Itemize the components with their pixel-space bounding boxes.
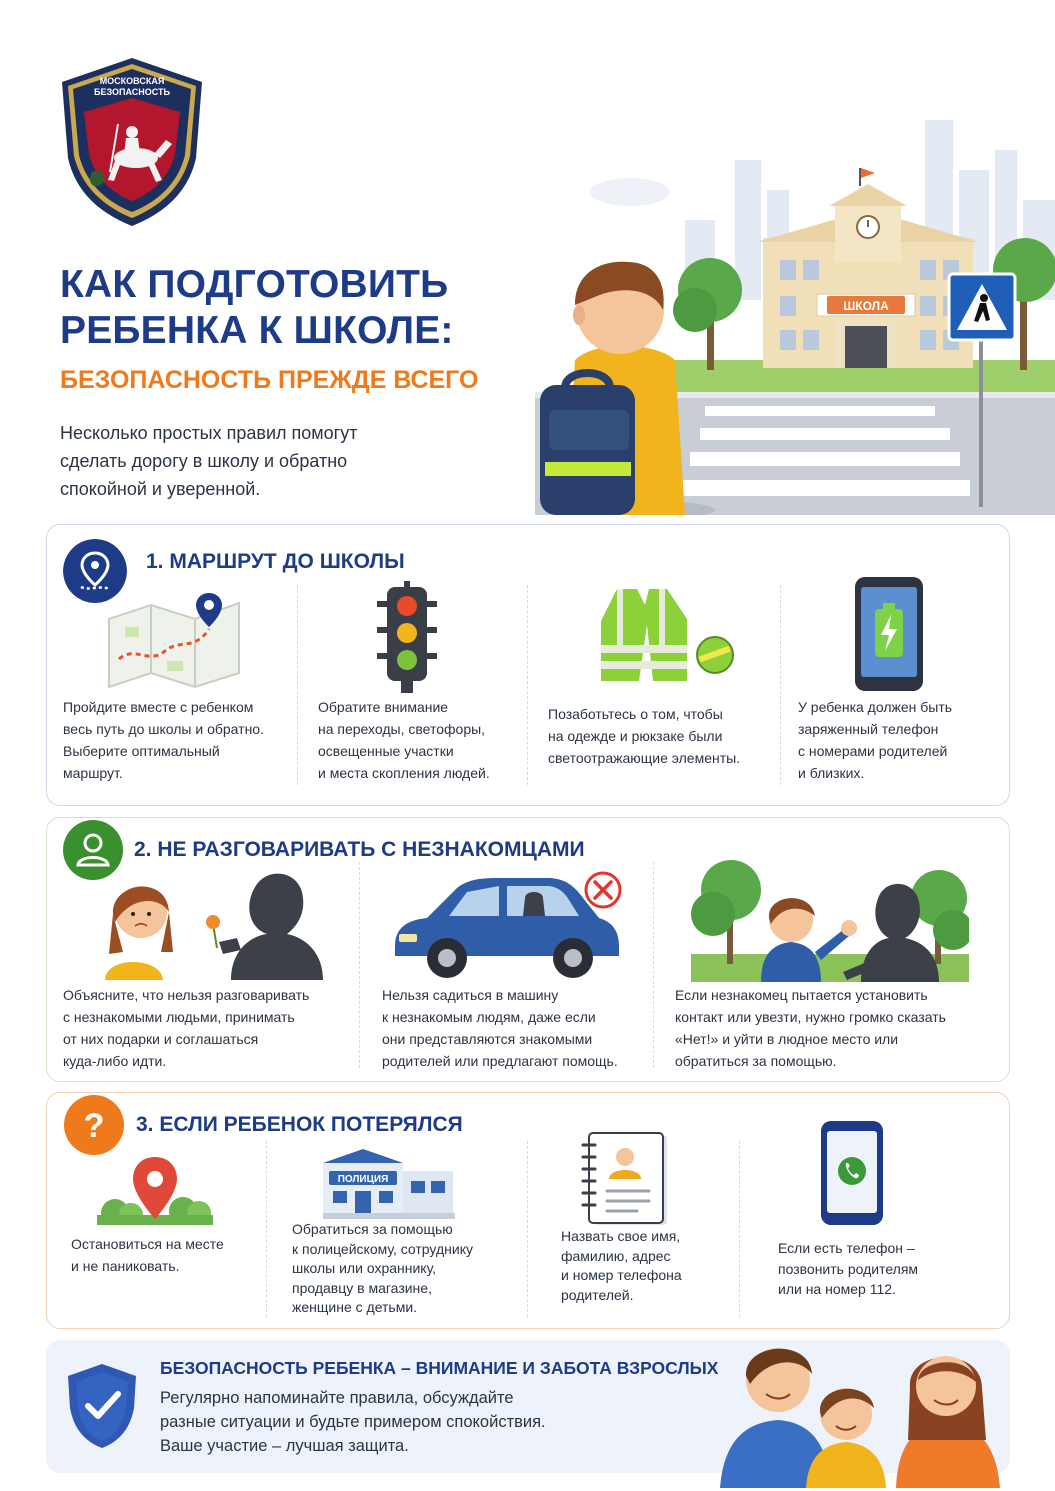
text-line: Ваше участие – лучшая защита. <box>160 1437 409 1455</box>
text-line: Выберите оптимальный <box>63 743 220 759</box>
divider <box>780 585 781 785</box>
text-line: или на номер 112. <box>778 1281 896 1297</box>
text-line: позвонить родителям <box>778 1260 919 1277</box>
section-title: 1. МАРШРУТ ДО ШКОЛЫ <box>146 550 405 573</box>
text-line: родителей или предлагают помощь. <box>382 1053 618 1069</box>
section-lost-child <box>46 1092 1010 1329</box>
page-title-line2: РЕБЕНКА К ШКОЛЕ: <box>60 309 454 352</box>
text-line: школы или охраннику, <box>292 1260 437 1276</box>
section-title: 3. ЕСЛИ РЕБЕНОК ПОТЕРЯЛСЯ <box>136 1113 463 1136</box>
address-book-icon <box>579 1131 671 1227</box>
logo-text-line2: БЕЗОПАСНОСТЬ <box>94 87 170 97</box>
intro-text <box>60 419 460 503</box>
text-line: Позаботьтесь о том, чтобы <box>548 706 723 722</box>
text-line: женщине с детьми. <box>292 1299 418 1315</box>
divider <box>266 1141 267 1317</box>
svg-text:?: ? <box>83 1107 105 1145</box>
family-illustration <box>720 1328 1020 1488</box>
route-text-2 <box>318 696 490 784</box>
reflective-vest-icon <box>597 585 739 685</box>
school-crossing-illustration <box>535 110 1055 515</box>
logo-text-line1: МОСКОВСКАЯ <box>99 76 165 86</box>
text-line: к незнакомым людям, даже если <box>382 1009 596 1025</box>
divider <box>527 1141 528 1317</box>
divider <box>527 585 528 785</box>
strangers-text-1 <box>63 984 309 1072</box>
text-line: светоотражающие элементы. <box>548 750 741 766</box>
section-title: 2. НЕ РАЗГОВАРИВАТЬ С НЕЗНАКОМЦАМИ <box>134 838 585 861</box>
police-sign: ПОЛИЦИЯ <box>337 1174 389 1185</box>
text-line: куда-либо идти. <box>63 1053 167 1069</box>
text-line: Пройдите вместе с ребенком <box>63 699 254 715</box>
map-icon <box>105 589 245 689</box>
moscow-security-logo <box>58 54 206 228</box>
text-line: Регулярно напоминайте правила, обсуждайте <box>160 1389 514 1407</box>
intro-line: Несколько простых правил помогут <box>60 423 358 443</box>
text-line: и не паниковать. <box>71 1258 180 1274</box>
footer-title: БЕЗОПАСНОСТЬ РЕБЕНКА – ВНИМАНИЕ И ЗАБОТА ВЗРОСЛЫХ <box>160 1358 719 1378</box>
page-subtitle: БЕЗОПАСНОСТЬ ПРЕЖДЕ ВСЕГО <box>60 366 479 394</box>
lost-text-3 <box>561 1227 682 1305</box>
text-line: родителей. <box>561 1286 634 1303</box>
text-line: и близких. <box>798 765 865 781</box>
divider <box>653 862 654 1068</box>
text-line: продавцу в магазине, <box>292 1279 432 1296</box>
footer-text <box>160 1386 546 1458</box>
strangers-text-2 <box>382 984 618 1072</box>
text-line: от них подарки и соглашаться <box>63 1031 259 1047</box>
route-text-3 <box>548 703 740 769</box>
text-line: с номерами родителей <box>798 743 948 759</box>
girl-and-stranger-illustration <box>101 864 327 980</box>
text-line: Если незнакомец пытается установить <box>675 987 928 1003</box>
page-title <box>60 262 580 354</box>
text-line: и номер телефона <box>561 1267 682 1283</box>
section-route <box>46 524 1010 806</box>
question-icon <box>62 1093 126 1157</box>
text-line: заряженный телефон <box>798 721 939 737</box>
shield-check-icon <box>66 1362 138 1450</box>
text-line: разные ситуации и будьте примером спокойствия. <box>160 1413 546 1431</box>
text-line: Обратиться за помощью <box>292 1221 453 1237</box>
text-line: и места скопления людей. <box>318 765 490 781</box>
text-line: Объясните, что нельзя разговаривать <box>63 987 310 1003</box>
charged-phone-icon <box>853 575 925 693</box>
text-line: к полицейскому, сотруднику <box>292 1240 473 1257</box>
text-line: Назвать свое имя, <box>561 1228 681 1244</box>
section-strangers <box>46 817 1010 1082</box>
intro-line: сделать дорогу в школу и обратно <box>60 451 348 471</box>
strangers-text-3 <box>675 984 946 1072</box>
divider <box>297 585 298 785</box>
text-line: они представляются знакомыми <box>382 1031 593 1047</box>
location-pin-icon <box>97 1153 213 1225</box>
text-line: весь путь до школы и обратно. <box>63 721 264 737</box>
text-line: освещенные участки <box>318 743 454 759</box>
lost-text-1 <box>71 1233 224 1277</box>
intro-line: спокойной и уверенной. <box>60 479 261 499</box>
lost-text-4 <box>778 1238 918 1300</box>
text-line: на переходы, светофоры, <box>318 721 486 737</box>
route-text-1 <box>63 696 264 784</box>
traffic-light-icon <box>377 581 437 693</box>
text-line: Если есть телефон – <box>778 1240 915 1256</box>
divider <box>739 1141 740 1317</box>
boy-refusing-stranger-illustration <box>691 844 969 982</box>
school-sign: ШКОЛА <box>843 299 889 313</box>
text-line: «Нет!» и уйти в людное место или <box>675 1031 899 1047</box>
divider <box>359 862 360 1068</box>
text-line: фамилию, адрес <box>561 1247 671 1264</box>
police-station-icon <box>323 1147 455 1219</box>
lost-text-2 <box>292 1220 473 1318</box>
text-line: Обратите внимание <box>318 699 449 715</box>
phone-call-icon <box>819 1119 885 1227</box>
route-text-4 <box>798 696 952 784</box>
text-line: Нельзя садиться в машину <box>382 987 559 1003</box>
text-line: с незнакомыми людьми, принимать <box>63 1009 295 1025</box>
text-line: на одежде и рюкзаке были <box>548 728 723 744</box>
page-title-line1: КАК ПОДГОТОВИТЬ <box>60 263 449 306</box>
text-line: Остановиться на месте <box>71 1236 224 1252</box>
text-line: У ребенка должен быть <box>798 699 953 715</box>
forbidden-cross-icon <box>583 870 623 910</box>
text-line: маршрут. <box>63 765 123 781</box>
text-line: обратиться за помощью. <box>675 1053 837 1069</box>
text-line: контакт или увезти, нужно громко сказать <box>675 1009 946 1025</box>
